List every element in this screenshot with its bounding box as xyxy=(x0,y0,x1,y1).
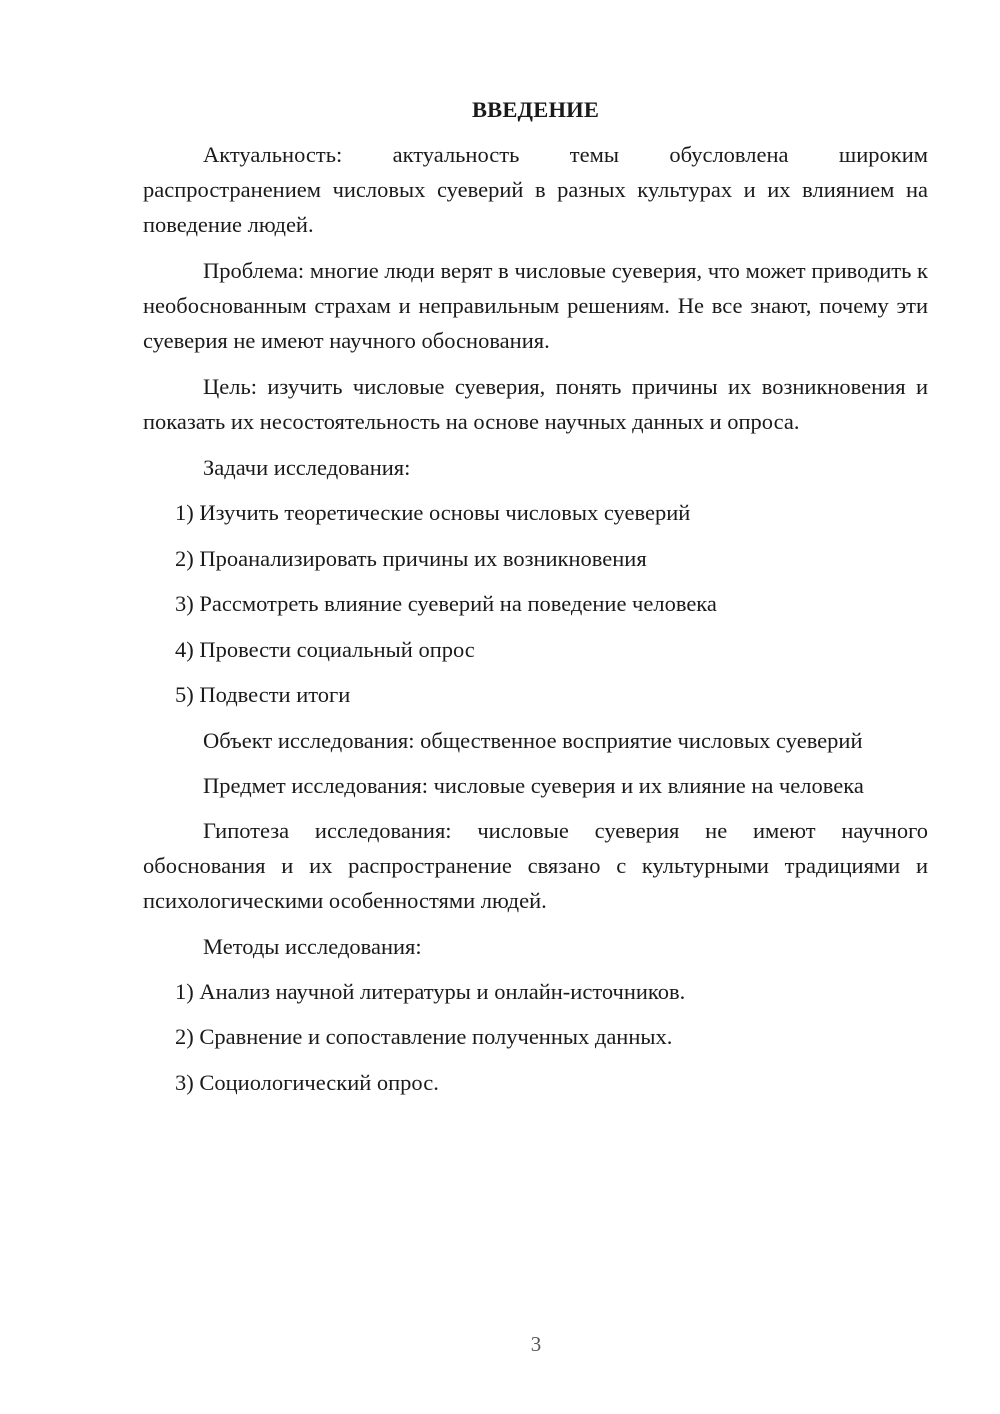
list-item: 1) Анализ научной литературы и онлайн-источников. xyxy=(175,978,686,1004)
tasks-heading: Задачи исследования: xyxy=(203,455,411,480)
hypothesis-paragraph: Гипотеза исследования: числовые суеверия не имеют научного обоснования и их распространение связано с культурными традициями и психологическими особенностями людей. xyxy=(143,817,928,913)
relevance-paragraph: Актуальность: актуальность темы обусловлена широким распространением числовых суеверий в разных культурах и их влиянием на поведение людей. xyxy=(143,142,928,237)
page-number: 3 xyxy=(530,1332,542,1356)
list-item: 1) Изучить теоретические основы числовых суеверий xyxy=(175,500,691,525)
subject-paragraph: Предмет исследования: числовые суеверия и их влияние на человека xyxy=(203,772,864,798)
list-item: 2) Проанализировать причины их возникновения xyxy=(175,545,647,571)
goal-paragraph: Цель: изучить числовые суеверия, понять причины их возникновения и показать их несостоятельность на основе научных данных и опроса. xyxy=(143,374,928,434)
document-page xyxy=(143,92,928,1110)
list-item: 2) Сравнение и сопоставление полученных данных. xyxy=(175,1024,673,1049)
methods-heading: Методы исследования: xyxy=(203,933,422,959)
list-item: 4) Провести социальный опрос xyxy=(175,636,475,662)
tasks-list xyxy=(143,495,928,712)
list-item: 3) Социологический опрос. xyxy=(175,1069,439,1095)
section-title: ВВЕДЕНИЕ xyxy=(471,97,600,122)
problem-paragraph: Проблема: многие люди верят в числовые суеверия, что может приводить к необоснованным страхам и неправильным решениям. Не все знают, почему эти суеверия не имеют научного обоснования. xyxy=(143,258,928,353)
list-item: 5) Подвести итоги xyxy=(175,682,351,707)
list-item: 3) Рассмотреть влияние суеверий на поведение человека xyxy=(175,591,717,616)
methods-list xyxy=(143,974,928,1100)
object-paragraph: Объект исследования: общественное восприятие числовых суеверий xyxy=(203,727,863,753)
